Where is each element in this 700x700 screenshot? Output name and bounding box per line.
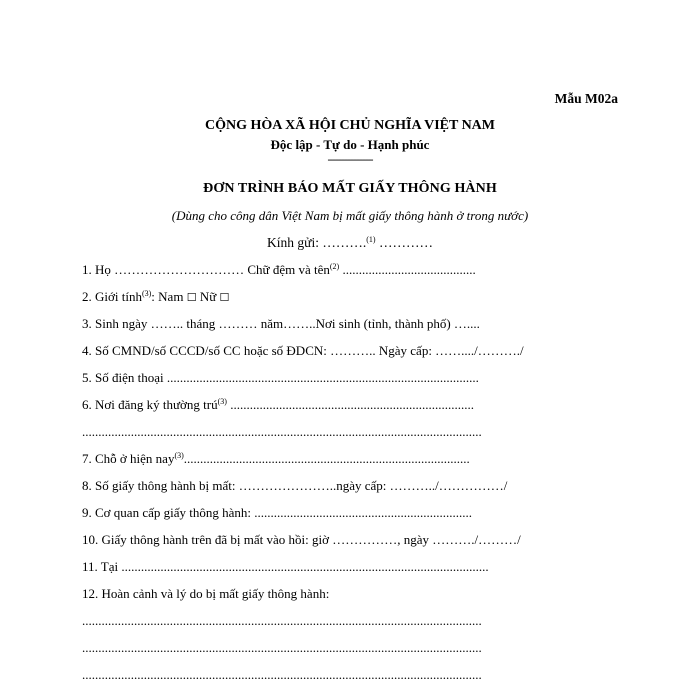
field-gender xyxy=(82,289,612,316)
field-phone: 5. Số điện thoại ................................................................................................ xyxy=(82,370,479,385)
recipient-note: (1) xyxy=(366,235,376,244)
motto: Độc lập - Tự do - Hạnh phúc xyxy=(270,137,430,152)
field-circumstances-line: ........................................................................................................................... xyxy=(82,613,482,628)
field-current-address xyxy=(82,451,612,478)
form-fields xyxy=(82,262,612,694)
field-circumstances: 12. Hoàn cảnh và lý do bị mất giấy thông hành: xyxy=(82,586,330,601)
recipient-line xyxy=(0,235,700,251)
form-title: ĐƠN TRÌNH BÁO MẤT GIẤY THÔNG HÀNH xyxy=(203,181,497,196)
field-id-number: 4. Số CMND/số CCCD/số CC hoặc số ĐDCN: ……….. Ngày cấp: ……..../………./ xyxy=(82,343,524,358)
field-full-name-note: (2) xyxy=(329,262,340,271)
field-time-lost: 10. Giấy thông hành trên đã bị mất vào hồi: giờ ……………, ngày ………./………/ xyxy=(82,532,521,547)
field-permanent-address xyxy=(82,397,612,424)
field-birth: 3. Sinh ngày …….. tháng ……… năm……..Nơi sinh (tỉnh, thành phố) ….... xyxy=(82,316,480,331)
field-permanent-address-continued: ........................................................................................................................... xyxy=(82,424,482,439)
gender-male-checkbox[interactable]: ☐ xyxy=(186,291,197,304)
field-lost-document-number: 8. Số giấy thông hành bị mất: …………………..ngày cấp: ………../……………/ xyxy=(82,478,508,493)
field-issuing-authority: 9. Cơ quan cấp giấy thông hành: ................................................................... xyxy=(82,505,472,520)
field-full-name xyxy=(82,262,612,289)
header-divider: --------------- xyxy=(327,152,373,166)
gender-female-label: Nữ xyxy=(196,289,220,304)
field-gender-note: (3) xyxy=(141,289,152,298)
field-permanent-address-blank: ........................................................................... xyxy=(226,397,474,412)
field-full-name-label: 1. Họ ………………………… Chữ đệm và tên xyxy=(82,262,330,277)
field-current-address-note: (3) xyxy=(174,451,184,460)
field-full-name-blank: ......................................... xyxy=(339,262,476,277)
field-permanent-address-note: (3) xyxy=(217,397,227,406)
field-circumstances-line: ........................................................................................................................... xyxy=(82,640,482,655)
field-permanent-address-label: 6. Nơi đăng ký thường trú xyxy=(82,397,218,412)
recipient-blank: ………… xyxy=(375,235,433,250)
field-place-lost: 11. Tại ................................................................................................................. xyxy=(82,559,489,574)
form-subtitle: (Dùng cho công dân Việt Nam bị mất giấy thông hành ở trong nước) xyxy=(171,208,529,223)
gender-female-checkbox[interactable]: ☐ xyxy=(219,291,230,304)
field-circumstances-line: ........................................................................................................................... xyxy=(82,667,482,682)
field-current-address-blank: ........................................................................................ xyxy=(183,451,470,466)
field-current-address-label: 7. Chỗ ở hiện nay xyxy=(82,451,175,466)
gender-male-label: : Nam xyxy=(151,289,187,304)
nation-header: CỘNG HÒA XÃ HỘI CHỦ NGHĨA VIỆT NAM xyxy=(204,118,495,133)
recipient-label: Kính gửi: ………. xyxy=(267,235,367,250)
form-code: Mẫu M02a xyxy=(554,91,618,106)
field-gender-label: 2. Giới tính xyxy=(82,289,142,304)
